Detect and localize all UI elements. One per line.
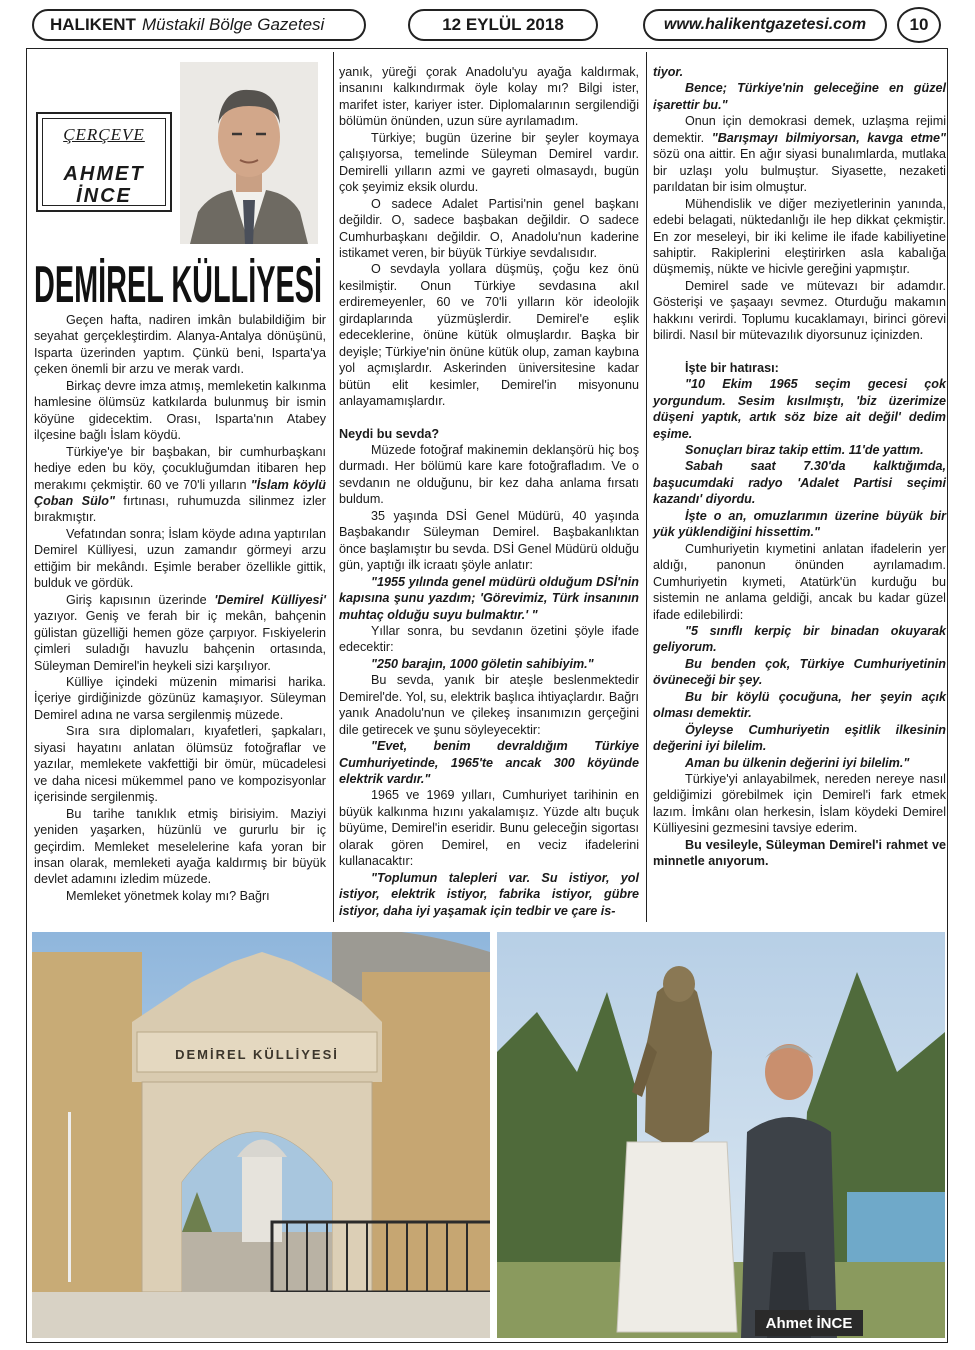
section-subheading: Neydi bu sevda? [339,426,440,441]
paragraph: Yıllar sonra, bu sevdanın özetini şöyle ifade edecektir: [339,623,639,655]
paragraph: 1965 ve 1969 yılları, Cumhuriyet tarihinin en büyük kalkınma hızını yakalamışız. Yüzde altı buçuk büyüme, Demirel'in eseridir. Bunu geleceğin sigortası olarak gören Demirel, en veciz ifadelerini kullanacaktır: [339,788,639,869]
paragraph: Giriş kapısının üzerinde 'Demirel Külliyesi' yazıyor. Geniş ve ferah bir iç mekân, bahçenin gülistan güzelliği hemen göze çarpıyor. Fıskiyelerin çimleri suladığı havuzlu bahçenin ortasında, Süleyman Demirel'in heykeli sizi karşılıyor. [34,592,327,673]
paragraph: Memleket yönetmek kolay mı? Bağrı [66,888,270,903]
issue-date: 12 EYLÜL 2018 [408,9,598,41]
statue-photo [497,932,945,1338]
paragraph: yanık, yüreği çorak Anadolu'yu ayağa kaldırmak, insanını kalkındırmak öyle kolay mı? Bilgi ister, marifet ister, kariyer ister. Diplomalarının sergilendiği bölümün önünden, uzun süre ayrılamadım. [339,65,639,129]
quote: Bu benden çok, Türkiye Cumhuriyetinin övüneceği bir şey. [653,656,946,688]
paragraph: Birkaç devre imza atmış, memleketin kalkınma hamlesine ölümsüz katkılarda bulunmuş bir ismin köyüne gidecektim. Orası, Isparta'nın Atabey ilçesine bağlı İslam köydü. [34,378,326,443]
paragraph: Onun için demokrasi demek, uzlaşma rejimi demektir. "Barışmayı bilmiyorsan, kavga etme" sözü ona aittir. En ağır siyasi bunalımlarda, mutlaka bir uzlaşı yolu bulmuştur. Siyasette, nezaketi parıldatan bir isim olmuştur. [653,114,946,195]
paragraph: O sadece Adalet Partisi'nin genel başkanı değildir. O, sadece başbakan değildir. O sadece Cumhurbaşkanı değildir. O, Anadolu'nun kaderine istikamet veren, bir büyük Türkiye sevdalısıdır. [339,196,639,260]
author-first-name: AHMET [63,163,145,185]
column-divider [333,52,334,922]
paragraph: Bu sevda, yanık bir ateşle beslenmektedir Demirel'de. Yol, su, elektrik başlıca ihtiyaçlardır. Bağrı yanık Anadolu'nun ve çilekeş insanımızın gerçeğini dile getirecek ve şunu söyleyecektir: [339,673,639,737]
newspaper-name: HALIKENT [50,15,136,34]
column-divider [646,52,647,922]
author-last-name: İNCE [76,185,132,207]
paragraph: Demirel sade ve mütevazı bir adamdır. Gösterişi ve şaşaayı sevmez. Oturduğu makamın hakkını verirdi. Toplumu kucaklamayı, birinci görevi bilirdi. Nasıl bir mütevazılık diyorsunuz içinizden. [653,278,946,343]
gate-photo [32,932,490,1338]
quote: "250 barajın, 1000 göletin sahibiyim." [371,656,594,671]
website-link[interactable]: www.halikentgazetesi.com [643,9,887,41]
column-title-inner-frame [42,118,166,206]
emphasis: "Barışmayı bilmiyorsan, kavga etme" [711,130,946,145]
paragraph: Vefatından sonra; İslam köyde adına yaptırılan Demirel Külliyesi, uzun zamandır görmeyi arzu ettiğim bir mekândı. Eşimle beraber özellikle gittik, bulduk ve gördük. [34,526,326,591]
paragraph: Mühendislik ve diğer meziyetlerinin yanında, edebi belagati, nüktedanlığı ile hep dikkat çekmiştir. En zor meseleyi, bir iki kelime ile ifade kabiliyetine sahiptir. Rakiplerini eleştirirken asla kabalığa düşmemiş, nükte ve hicivle gereğini yapmıştır. [653,196,946,277]
paragraph: Külliye içindeki müzenin mimarisi harika. İçeriye girdiğinizde gözünüz kamaşıyor. Süleyman Demirel adına ne varsa sergilenmiş müzede. [34,674,326,722]
column-title-box [36,112,172,212]
quote: "1955 yılında genel müdürü olduğum DSİ'nin kapısına şunu yazdım; 'Görevimiz, Türk insanının muhtaç olduğu suyu bulmaktır.' " [339,574,639,622]
quote: İşte o an, omuzlarımın üzerine büyük bir yük yüklendiğini hissettim." [653,508,946,540]
closing-paragraph: Bu vesileyle, Süleyman Demirel'i rahmet ve minnetle anıyorum. [653,837,946,869]
author-name [43,163,165,207]
quote: "5 sınıflı kerpiç bir binadan okuyarak geliyorum. [653,623,946,655]
gate-sign: DEMİREL KÜLLİYESİ [175,1047,339,1062]
paragraph: Cumhuriyetin kıymetini anlatan ifadelerin yer aldığı, panonun önünden ayrılamadım. Cumhuriyetin kıymeti, Atatürk'ün kurduğu bu sistemin ne anlama geldiği, ancak bu kadar güzel ifade edilebilirdi: [653,541,946,622]
quote: Bu bir köylü çocuğuna, her şeyin açık olması demektir. [653,689,946,721]
quote: Bence; Türkiye'nin geleceğine en güzel işarettir bu." [653,81,946,112]
paragraph: 35 yaşında DSİ Genel Müdürü, 40 yaşında Başbakandır Süleyman Demirel. Başbakanlıktan önce başlamıştır bu sevda. DSİ Genel Müdürü olduğu gün, yaptığı ilk icraatı şöyle anlatır: [339,508,639,573]
quote: Sonuçları biraz takip ettim. 11'de yattım. [685,442,924,457]
paragraph: Bu tarihe tanıklık etmiş birisiyim. Maziyi yeniden yaşarken, hüzünlü ve gururlu bir iç geçirdim. Memleket meselelerine kafa yoran bir insan olarak, memleketi ayağa kaldırmış bir büyük devlet adamını izledim müzede. [34,806,326,887]
quote: "Evet, benim devraldığım Türkiye Cumhuriyetinde, 1965'te ancak 300 köyünde elektrik vardır." [339,739,639,787]
paragraph: Sıra sıra diplomaları, kıyafetleri, şapkaları, siyasi hayatını anlatan ölümsüz fotoğraflar ve yazılar, memlekete vakfettiği bir ömür, mücadelesi ve daha nicesi mükemmel pano ve kompozisyonlar içerisinde sergilenmiş. [34,724,326,805]
quote: Sabah saat 7.30'da kalktığımda, başucumdaki radyo 'Adalet Partisi seçimi kazandı' diyordu. [653,459,946,507]
paragraph: Müzede fotoğraf makinemin deklanşörü hiç boş durmadı. Her bölümü kare kare fotoğrafladım. Ve o sevdanın ne olduğunu, bir kez daha anlama fırsatı buldum. [339,442,639,507]
quote: "Toplumun talepleri var. Su istiyor, yol istiyor, elektrik istiyor, fabrika istiyor, gübre istiyor, daha iyi yaşamak için tedbir ve çare is- [339,870,639,918]
emphasis: 'Demirel Külliyesi' [214,592,327,607]
newspaper-subtitle: Müstakil Bölge Gazetesi [141,15,325,34]
quote: tiyor. [653,65,684,79]
photo-caption: Ahmet İNCE [755,1310,863,1336]
article-column-3 [653,64,946,870]
column-label: ÇERÇEVE [63,125,145,144]
paragraph: Türkiye'yi anlayabilmek, nereden nereye nasıl geldiğimizi görebilmek için Demirel'i fark etmek lazım. İmkânı olan herkesin, İslam köydeki Demirel Külliyesini gezmesini tavsiye ederim. [653,772,946,836]
emphasis: "İslam köylü Çoban Sülo" [34,477,326,508]
article-column-2 [339,64,639,919]
paragraph: Türkiye'ye bir başbakan, bir cumhurbaşkanı hediye eden bu köy, çocukluğumdan itibaren hep merakımı çekmiştir. 60 ve 70'li yılların "İslam köylü Çoban Sülo" fırtınası, ruhumuzda silinmez izler bırakmıştır. [34,444,326,525]
section-subheading: İşte bir hatırası: [685,360,779,375]
paragraph: Geçen hafta, nadiren imkân bulabildiğim bir seyahat gerçekleştirdim. Alanya-Antalya dönüşünü, Isparta üzerinden yaptım. Çünkü beni, Isparta'ya çeken önemli bir arzu ve merak vardı. [34,313,326,377]
masthead [32,9,366,41]
paragraph: O sevdayla yollara düşmüş, çoğu kez önü kesilmiştir. Onun Türkiye sevdasına akıl erdiremeyenler, 60 ve 70'li yılların kör ideolojik girdaplarında yüzmüşlerdir. Demirel'e eşlik edeceklerine, önüne kütük olmuşlardır. Başka bir deyişle; Türkiye'nin önüne kütük olup, zaman kaybına yol açmışlardır. Askerinden üniversitesine kadar bütün elit kesimler, Demirel'in misyonunu anlayamamışlardır. [339,262,639,409]
quote: Aman bu ülkenin değerini iyi bilelim." [685,755,910,770]
author-portrait [180,62,318,244]
article-column-1 [34,312,326,904]
headline-text: DEMİREL KÜLLİYESİ [34,258,322,306]
article-headline [34,258,326,306]
page-number: 10 [897,7,941,43]
quote: Öyleyse Cumhuriyetin eşitlik ilkesinin değerini iyi bilelim. [653,722,946,754]
quote: "10 Ekim 1965 seçim gecesi çok yorgundum. Sesim kısılmıştı, 'biz üzerimize düşeni yaptık, artık söz bize ait değil' dedim eşime. [653,377,946,441]
paragraph: Türkiye; bugün üzerine bir şeyler koymaya çalışıyorsa, temelinde Süleyman Demirel vardır. Demirelli yılların azmi ve gayreti olmasaydı, bugün çok şeyimiz eksik olurdu. [339,130,639,195]
